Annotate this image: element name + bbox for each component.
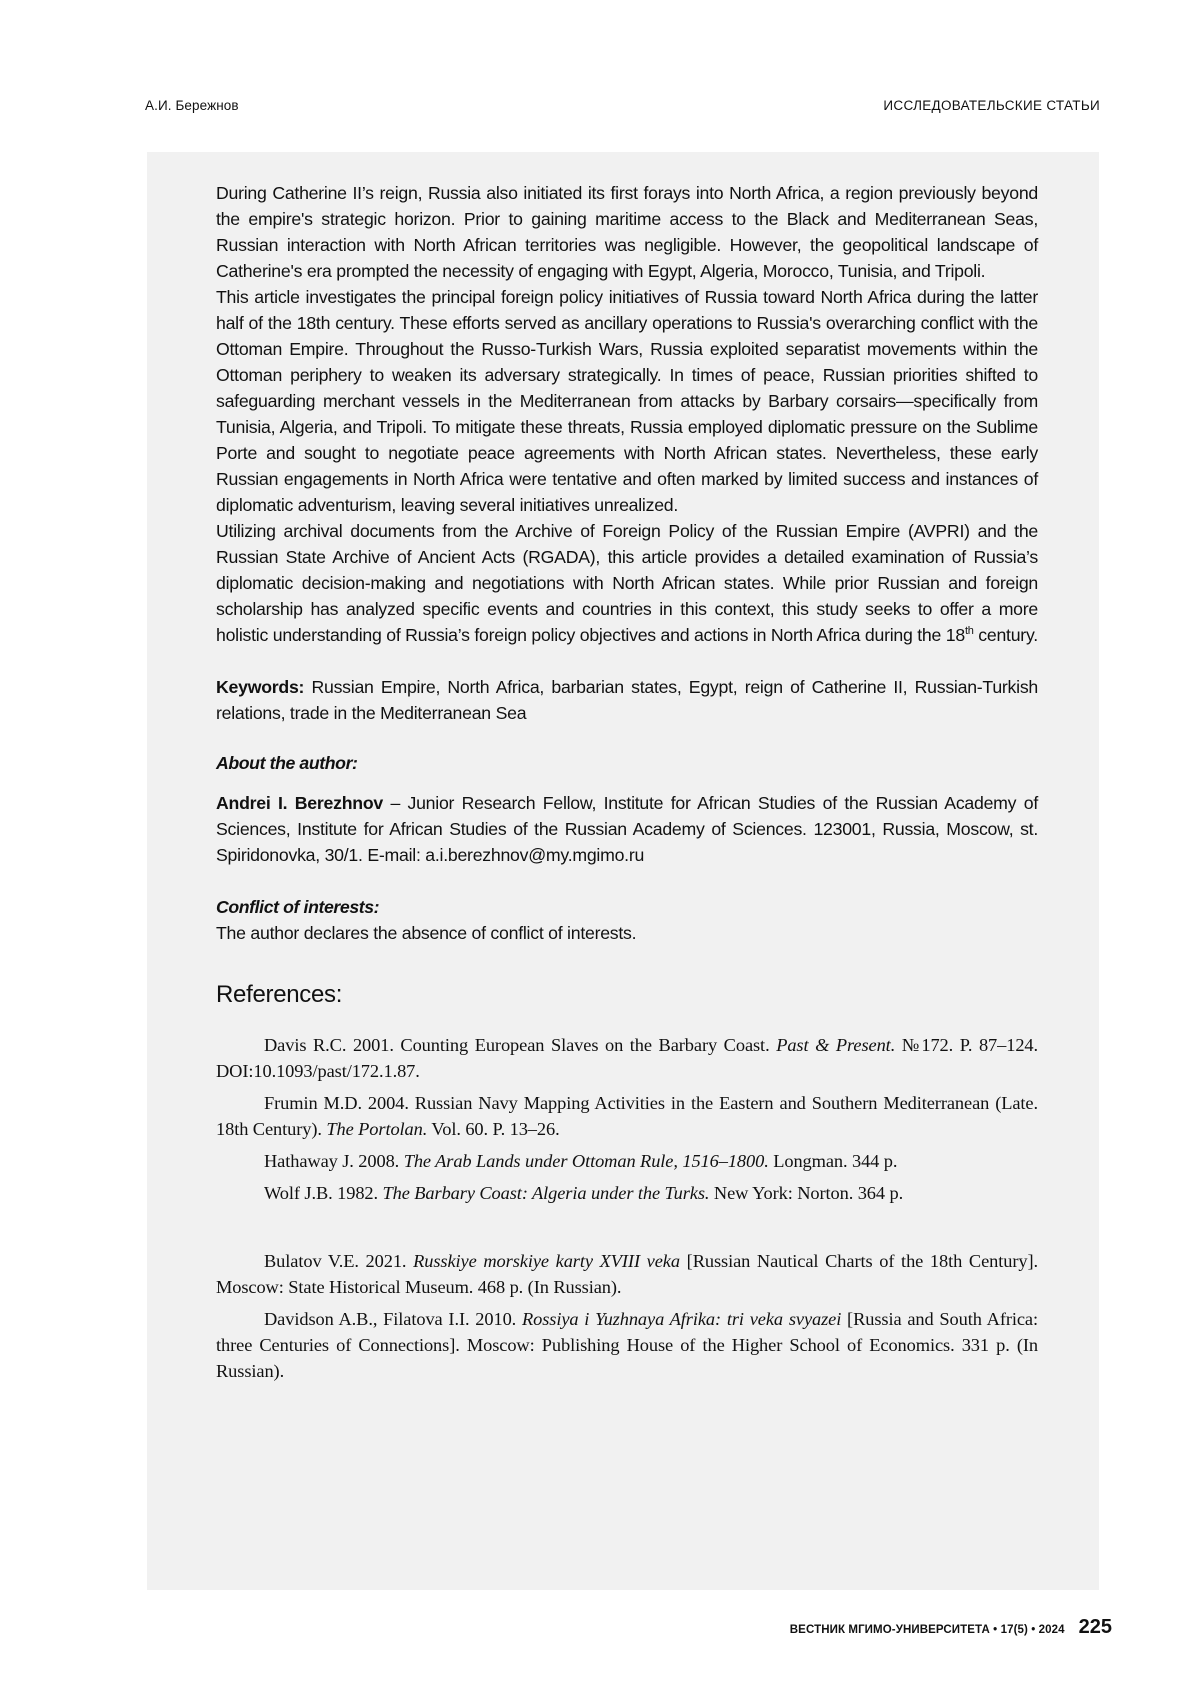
references-heading: References: (216, 980, 1038, 1010)
conflict-heading: Conflict of interests: (216, 894, 1038, 920)
abstract-p3-text: Utilizing archival documents from the Archive of Foreign Policy of the Russian Empire (AVPRI) and the Russian State Archive of Ancient Acts (RGADA), this article provides a detailed examination of Russia’s diplomatic decision-making and negotiations with North African states. While prior Russian and foreign scholarship has analyzed specific events and countries in this context, this study seeks to offer a more holistic understanding of Russia’s foreign policy objectives and actions in North Africa during the 18 (216, 521, 1038, 645)
reference-source: Past & Present. (776, 1035, 895, 1055)
reference-source: Rossiya i Yuzhnaya Afrika: tri veka svyazei (522, 1309, 841, 1329)
references-gap (216, 1212, 1038, 1248)
running-head-section: ИССЛЕДОВАТЕЛЬСКИЕ СТАТЬИ (883, 98, 1100, 113)
page-footer (790, 1616, 1112, 1639)
running-head-author: А.И. Бережнов (145, 98, 239, 113)
about-author-heading: About the author: (216, 750, 1038, 776)
page-number: 225 (1079, 1616, 1112, 1639)
running-head (145, 98, 1100, 113)
reference-source: The Barbary Coast: Algeria under the Turks. (383, 1183, 710, 1203)
reference-source: The Portolan. (326, 1119, 427, 1139)
reference-text: Wolf J.B. 1982. (264, 1183, 383, 1203)
article-content (216, 180, 1038, 1390)
abstract-p3-superscript: th (965, 625, 974, 637)
reference-text: Vol. 60. P. 13–26. (427, 1119, 559, 1139)
abstract-paragraph-2: This article investigates the principal foreign policy initiatives of Russia toward North Africa during the latter half of the 18th century. These efforts served as ancillary operations to Russia's overarching conflict with the Ottoman Empire. Throughout the Russo-Turkish Wars, Russia exploited separatist movements within the Ottoman periphery to weaken its adversary strategically. In times of peace, Russian priorities shifted to safeguarding merchant vessels in the Mediterranean from attacks by Barbary corsairs—specifically from Tunisia, Algeria, and Tripoli. To mitigate these threats, Russia employed diplomatic pressure on the Sublime Porte and sought to negotiate peace agreements with North African states. Nevertheless, these early Russian engagements in North Africa were tentative and often marked by limited success and instances of diplomatic adventurism, leaving several initiatives unrealized. (216, 284, 1038, 518)
reference-text: Hathaway J. 2008. (264, 1151, 404, 1171)
reference-text: Frumin M.D. 2004. Russian Navy Mapping Activities in the Eastern and Southern Mediterranean (Late. 18th Century). (216, 1093, 1038, 1139)
reference-text: Longman. 344 p. (769, 1151, 898, 1171)
keywords-label: Keywords: (216, 677, 304, 697)
reference-item (216, 1180, 1038, 1206)
reference-item (216, 1248, 1038, 1300)
reference-item (216, 1306, 1038, 1384)
keywords-text: Russian Empire, North Africa, barbarian states, Egypt, reign of Catherine II, Russian-Turkish relations, trade in the Mediterranean Sea (216, 677, 1038, 723)
reference-text: Bulatov V.E. 2021. (264, 1251, 413, 1271)
reference-text: №172. P. 87–124. DOI:10.1093/past/172.1.87. (216, 1035, 1038, 1081)
abstract-paragraph-1: During Catherine II’s reign, Russia also initiated its first forays into North Africa, a region previously beyond the empire's strategic horizon. Prior to gaining maritime access to the Black and Mediterranean Seas, Russian interaction with North African territories was negligible. However, the geopolitical landscape of Catherine's era prompted the necessity of engaging with Egypt, Algeria, Morocco, Tunisia, and Tripoli. (216, 180, 1038, 284)
reference-text: Davidson A.B., Filatova I.I. 2010. (264, 1309, 522, 1329)
author-info (216, 790, 1038, 868)
author-name: Andrei I. Berezhnov (216, 793, 383, 813)
reference-item (216, 1148, 1038, 1174)
journal-title: ВЕСТНИК МГИМО-УНИВЕРСИТЕТА • 17(5) • 2024 (790, 1624, 1065, 1636)
keywords (216, 674, 1038, 726)
reference-text: Davis R.C. 2001. Counting European Slaves on the Barbary Coast. (264, 1035, 776, 1055)
reference-item (216, 1090, 1038, 1142)
reference-source: The Arab Lands under Ottoman Rule, 1516–1800. (404, 1151, 769, 1171)
reference-text: [Russia and South Africa: three Centuries of Connections]. Moscow: Publishing House of the Higher School of Economics. 331 p. (In Russian). (216, 1309, 1038, 1381)
author-details: – Junior Research Fellow, Institute for African Studies of the Russian Academy of Sciences, Institute for African Studies of the Russian Academy of Sciences. 123001, Russia, Moscow, st. Spiridonovka, 30/1. E-mail: a.i.berezhnov@my.mgimo.ru (216, 793, 1038, 865)
abstract (216, 180, 1038, 648)
conflict-text: The author declares the absence of conflict of interests. (216, 920, 1038, 946)
references-list (216, 1032, 1038, 1384)
reference-item (216, 1032, 1038, 1084)
abstract-p3-end: century. (974, 625, 1038, 645)
abstract-paragraph-3 (216, 518, 1038, 648)
reference-text: [Russian Nautical Charts of the 18th Century]. Moscow: State Historical Museum. 468 p. (In Russian). (216, 1251, 1038, 1297)
reference-text: New York: Norton. 364 p. (709, 1183, 903, 1203)
reference-source: Russkiye morskiye karty XVIII veka (413, 1251, 680, 1271)
